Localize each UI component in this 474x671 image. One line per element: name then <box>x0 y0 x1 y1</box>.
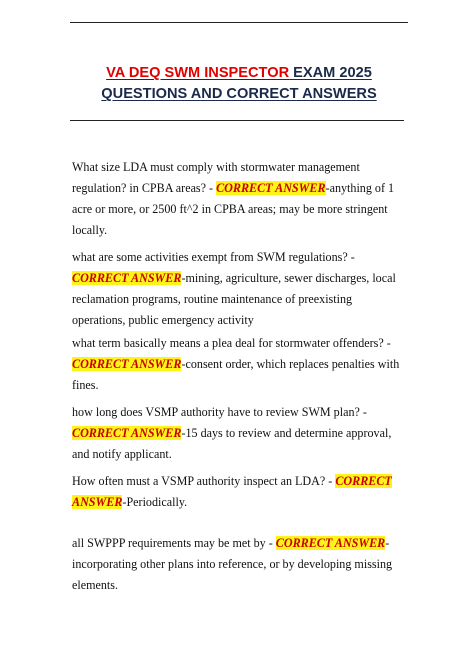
qa-item-3 <box>72 333 408 396</box>
qa-item-2 <box>72 247 408 331</box>
question-text: all SWPPP requirements may be met by - <box>72 536 276 550</box>
correct-answer-tag: CORRECT ANSWER <box>216 181 326 195</box>
question-text: What size LDA must comply with stormwater management regulation? in CPBA areas? - <box>72 160 360 195</box>
question-text: How often must a VSMP authority inspect an LDA? - <box>72 474 336 488</box>
correct-answer-tag: CORRECT ANSWER <box>72 426 182 440</box>
correct-answer-tag: CORRECT ANSWER <box>275 536 386 550</box>
qa-item-5 <box>72 471 408 513</box>
answer-text: -15 days to review and determine approval, and notify applicant. <box>72 426 392 461</box>
qa-item-1 <box>72 157 408 241</box>
answer-text: -consent order, which replaces penalties with fines. <box>72 357 400 392</box>
question-text: what term basically means a plea deal for stormwater offenders? - <box>72 336 391 350</box>
title-line2: QUESTIONS AND CORRECT ANSWERS <box>101 86 377 102</box>
qa-item-4 <box>72 402 408 465</box>
correct-answer-tag: CORRECT ANSWER <box>72 357 182 371</box>
answer-text: -mining, agriculture, sewer discharges, local reclamation programs, routine maintenance of preexisting operations, public emergency activity <box>72 271 396 327</box>
top-rule <box>70 22 408 23</box>
title-line1-rest: EXAM 2025 <box>289 65 372 81</box>
title-divider <box>70 120 404 121</box>
qa-item-6 <box>72 533 408 596</box>
answer-text: -Periodically. <box>122 495 188 509</box>
answer-text: -anything of 1 acre or more, or 2500 ft^2 in CPBA areas; may be more stringent locally. <box>72 181 395 237</box>
question-text: what are some activities exempt from SWM regulations? - <box>72 250 355 264</box>
document-title <box>70 63 408 105</box>
answer-text: -incorporating other plans into reference, or by developing missing elements. <box>72 536 393 592</box>
correct-answer-tag: CORRECT ANSWER <box>72 271 182 285</box>
correct-answer-tag: CORRECT ANSWER <box>72 474 392 509</box>
question-text: how long does VSMP authority have to review SWM plan? - <box>72 405 367 419</box>
title-highlight: VA DEQ SWM INSPECTOR <box>106 65 290 81</box>
